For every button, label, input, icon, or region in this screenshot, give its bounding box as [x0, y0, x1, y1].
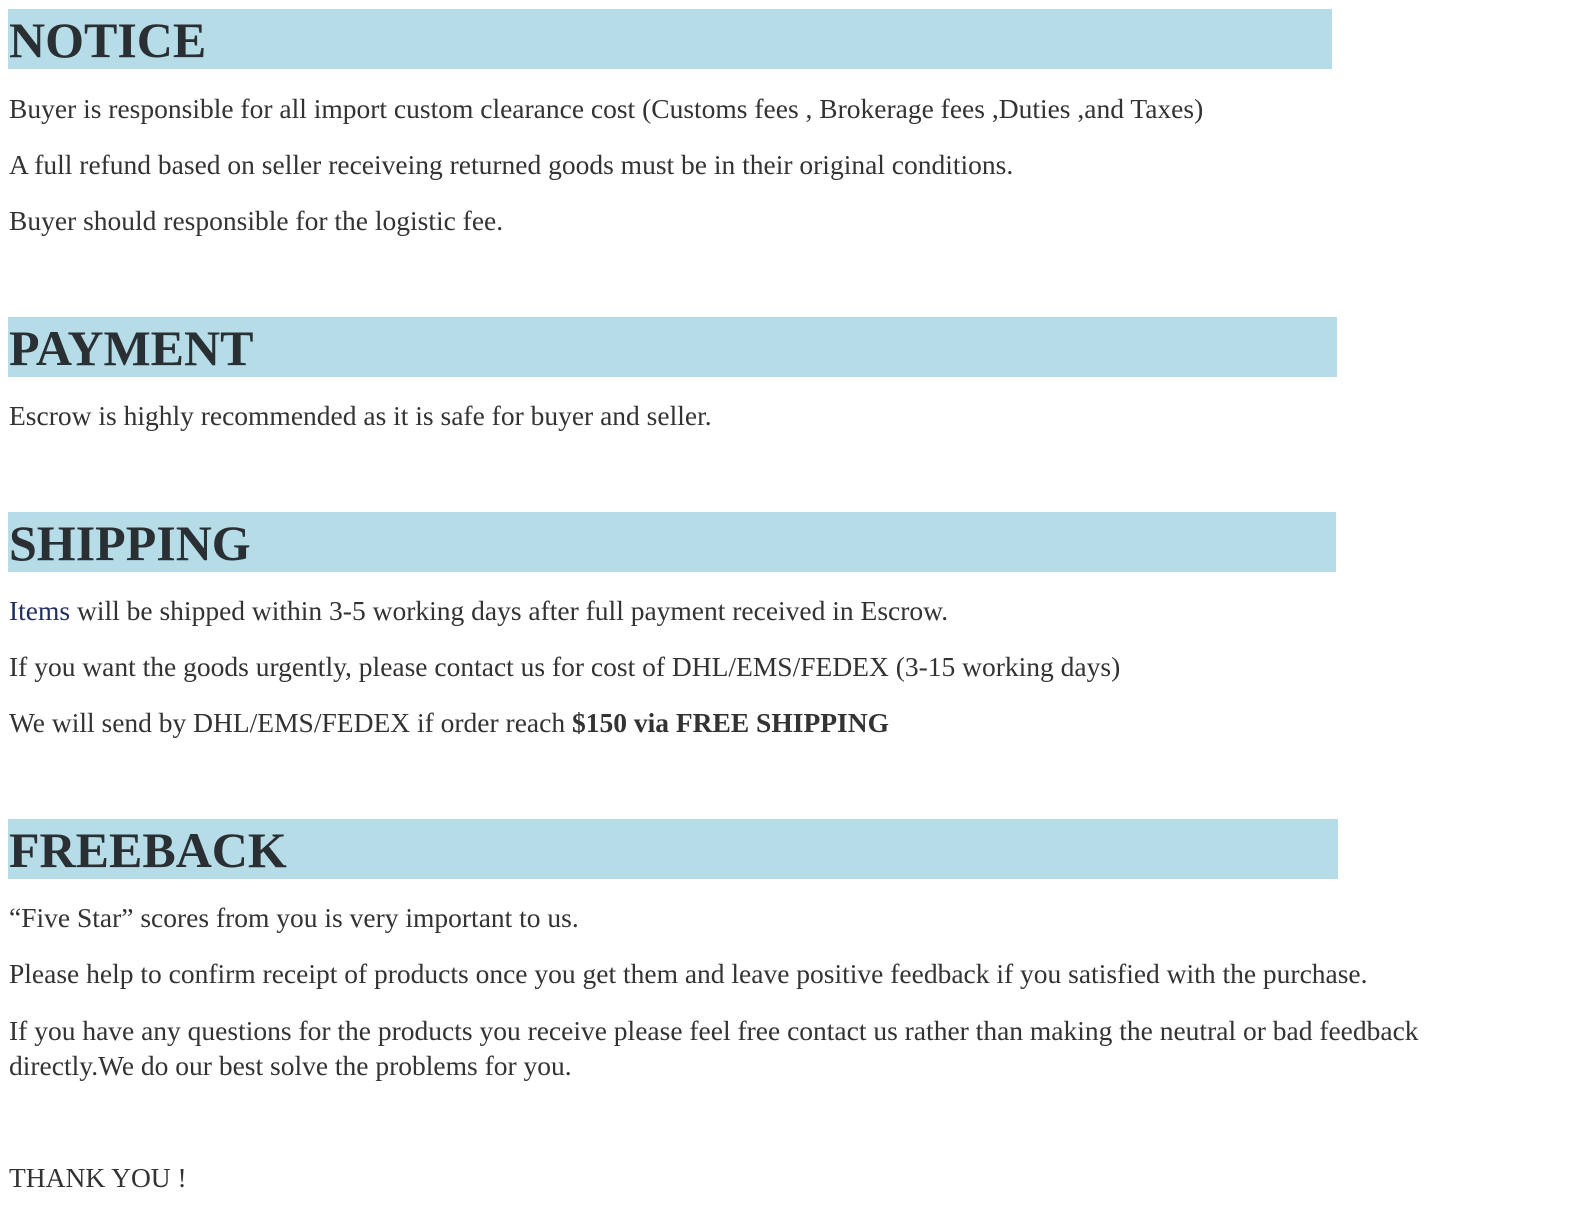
thank-you-text: THANK YOU ! [9, 1162, 187, 1193]
payment-heading: PAYMENT [9, 320, 254, 376]
shipping-line-2: If you want the goods urgently, please contact us for cost of DHL/EMS/FEDEX (3-15 working days) [9, 651, 1121, 682]
notice-line-1: Buyer is responsible for all import custom clearance cost (Customs fees , Brokerage fees ,Duties ,and Taxes) [9, 93, 1204, 124]
shipping-line-3 [9, 706, 889, 740]
notice-line-2: A full refund based on seller receiveing returned goods must be in their original conditions. [9, 149, 1014, 180]
feedback-heading: FREEBACK [9, 822, 287, 878]
notice-line-3: Buyer should responsible for the logistic fee. [9, 205, 504, 236]
shipping-line-1-rest: will be shipped within 3-5 working days after full payment received in Escrow. [70, 595, 949, 626]
notice-heading-band [8, 9, 1332, 69]
feedback-line-4: directly.We do our best solve the problems for you. [9, 1050, 572, 1081]
payment-line-1: Escrow is highly recommended as it is safe for buyer and seller. [9, 400, 712, 431]
feedback-line-3: If you have any questions for the products you receive please feel free contact us rather than making the neutral or bad feedback [9, 1015, 1419, 1046]
shipping-line-1-lead: Items [9, 595, 71, 626]
free-shipping-threshold: $150 via FREE SHIPPING [571, 707, 889, 738]
feedback-line-1: “Five Star” scores from you is very important to us. [9, 902, 579, 933]
shipping-line-3-plain: We will send by DHL/EMS/FEDEX if order reach [9, 707, 572, 738]
shipping-heading: SHIPPING [9, 515, 251, 571]
feedback-line-2: Please help to confirm receipt of products once you get them and leave positive feedback if you satisfied with the purchase. [9, 958, 1368, 989]
shipping-line-1 [9, 594, 948, 628]
notice-heading: NOTICE [9, 12, 207, 68]
